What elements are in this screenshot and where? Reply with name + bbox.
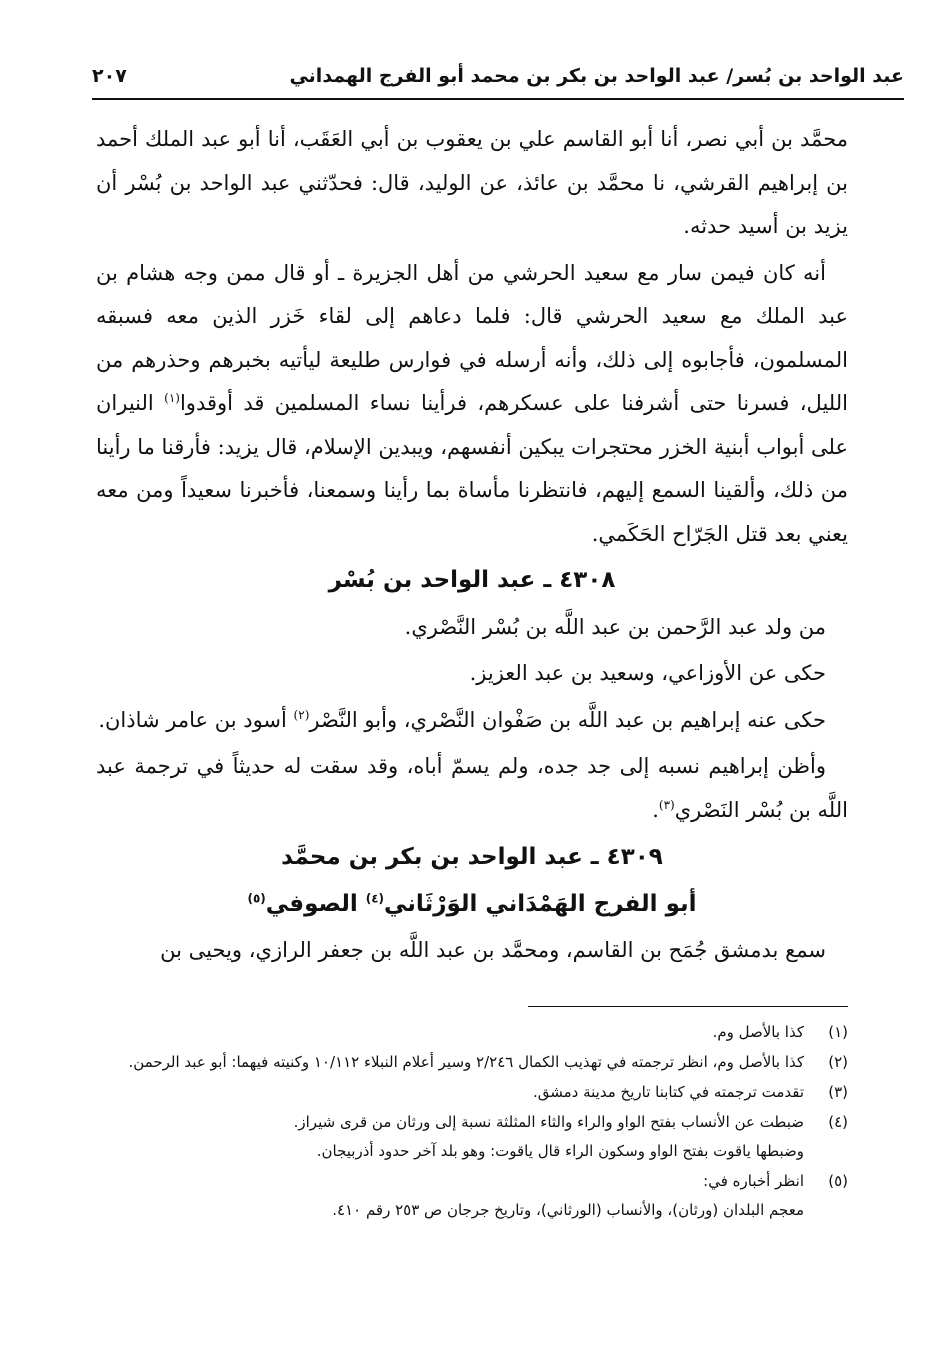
footnote-ref-1[interactable]: (١) [164, 391, 180, 405]
footnote-4 [96, 1108, 848, 1166]
paragraph-narrated-from: حكى عن الأوزاعي، وسعيد بن عبد العزيز. [469, 661, 826, 685]
footnotes [96, 1018, 848, 1226]
footnote-3 [96, 1078, 848, 1107]
footnote-number: (٥) [828, 1172, 848, 1190]
main-text [96, 118, 848, 976]
running-title: عبد الواحد بن بُسر/ عبد الواحد بن بكر بن محمد أبو الفرج الهمداني [289, 65, 904, 87]
footnote-text: انظر أخباره في: [703, 1172, 804, 1190]
footnote-ref-3[interactable]: (٣) [658, 797, 675, 812]
entry-heading-4309-line2: أبو الفرج الهَمْدَاني الوَرْثَاني$^{(٤)}$ الصوفي$^{(٥)}$ [247, 891, 697, 917]
page-number: ٢٠٧ [92, 65, 127, 87]
entry-heading-4309 [96, 835, 848, 926]
footnote-number: (٢) [828, 1053, 848, 1071]
footnote-ref-4[interactable]: (٤) [365, 891, 385, 906]
footnote-5 [96, 1167, 848, 1225]
running-header [92, 58, 904, 94]
header-rule [92, 98, 904, 100]
entry-heading-4308: ٤٣٠٨ ـ عبد الواحد بن بُسْر [328, 567, 616, 593]
paragraph-lineage: من ولد عبد الرَّحمن بن عبد اللَّه بن بُسْر النَّصْري. [404, 614, 826, 639]
paragraph-narrated-by: حكى عنه إبراهيم بن عبد اللَّه بن صَفْوان النَّصْري، وأبو النَّصْر$^{(٢)}$ أسود بن عامر شاذان. [98, 707, 826, 732]
entry-heading-4309-line1: ٤٣٠٩ ـ عبد الواحد بن بكر بن محمَّد [281, 844, 663, 870]
footnote-ref-5[interactable]: (٥) [247, 891, 266, 906]
footnote-text: ضبطت عن الأنساب بفتح الواو والراء والثاء المثلثة نسبة إلى ورثان من قرى شيراز. [293, 1113, 804, 1131]
footnote-text: كذا بالأصل وم. [712, 1023, 804, 1041]
footnote-text: كذا بالأصل وم، انظر ترجمته في تهذيب الكمال ٢/٢٤٦ وسير أعلام النبلاء ١٠/١١٢ وكنيته فيهما: أبو عبد الرحمن. [128, 1053, 804, 1071]
footnote-number: (٣) [828, 1083, 848, 1101]
paragraph-heard: سمع بدمشق جُمَح بن القاسم، ومحمَّد بن عبد اللَّه بن جعفر الرازي، ويحيى بن [160, 938, 826, 962]
paragraph-isnad: محمَّد بن أبي نصر، أنا أبو القاسم علي بن يعقوب بن أبي العَقَب، أنا أبو عبد الملك أحمد بن إبراهيم القرشي، نا محمَّد بن عائذ، عن الوليد، قال: فحدّثني عبد الواحد بن بُسْر أن يزيد بن أسيد حدثه. [96, 127, 848, 238]
footnote-number: (١) [828, 1023, 848, 1041]
footnote-ref-2[interactable]: (٢) [293, 707, 310, 722]
footnote-text: معجم البلدان (ورثان)، والأنساب (الورثاني)، وتاريخ جرجان ص ٢٥٣ رقم ٤١٠. [332, 1201, 804, 1219]
paragraph-remark: وأظن إبراهيم نسبه إلى جد جده، ولم يسمّ أباه، وقد سقت له حديثاً في ترجمة عبد اللَّه بن بُسْر النَصْري$^{(٣)}$. [96, 754, 848, 822]
footnote-text: تقدمت ترجمته في كتابنا تاريخ مدينة دمشق. [532, 1083, 804, 1101]
footnote-1 [96, 1018, 848, 1047]
footnote-text: وضبطها ياقوت بفتح الواو وسكون الراء قال ياقوت: وهو بلد آخر حدود أذربيجان. [316, 1142, 804, 1160]
footnote-number: (٤) [828, 1113, 848, 1131]
paragraph-narrative: أنه كان فيمن سار مع سعيد الحرشي من أهل الجزيرة ـ أو قال ممن وجه هشام بن عبد الملك مع سعيد الحرشي قال: فلما دعاهم إلى لقاء خَزر الذين معه فسبقه المسلمون، فأجابوه إلى ذلك، وأنه أرسله في فوارس طليعة ليأتيه بخبرهم وحذرهم من الليل، فسرنا حتى أشرفنا على عسكرهم، فرأينا نساء المسلمين قد أوقدوا$^{(١)}$ النيران على أبواب أبنية الخزر محتجرات يبكين أنفسهم، ويبدين الإسلام، قال يزيد: فأرقنا ما رأينا من ذلك، وألقينا السمع إليهم، فانتظرنا مأساة بما رأينا وسمعنا، فأخبرنا سعيداً ومن معه يعني بعد قتل الجَرّاح الحَكَمي. [95, 260, 849, 546]
footnote-separator [528, 1006, 848, 1007]
footnote-2 [96, 1048, 848, 1077]
